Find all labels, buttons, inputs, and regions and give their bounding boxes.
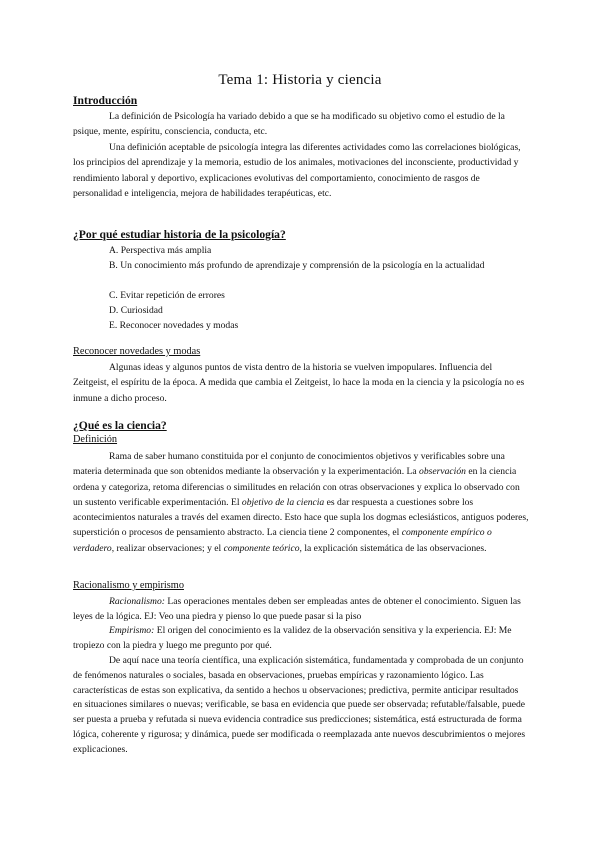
definition-text-3: es dar respuesta a cuestiones sobre los acontecimientos naturales a través del examen directo. Esto hace que supla los dogmas eclesiásticos, antiguos poderes, superstición o procesos de pensamiento abstracto. La ciencia tiene 2 componentes, el [73, 496, 529, 539]
rationalism-label: Racionalismo: [109, 596, 165, 607]
theory-paragraph: De aquí nace una teoría científica, una explicación sistemática, fundamentada y comprobada de un conjunto de fenómenos naturales o sociales, basada en observaciones, pruebas empíricas y razonamiento lógico. Las características de estas son explicativa, da sentido a hechos u observaciones; predictiva, permite anticipar resultados en situaciones similares o nuevas; verificable, se basa en evidencia que puede ser observada; refutable/falsable, puede ser puesta a prueba y refutada si nueva evidencia contradice sus predicciones; sistemática, está estructurada de forma lógica, coherente y rigurosa; y dinámica, puede ser modificada o reemplazada ante nuevos descubrimientos o mejores explicaciones. [73, 655, 526, 755]
definition-emphasis-teorico: componente teórico, [223, 542, 302, 554]
definition-text-4: , realizar observaciones; y el [111, 542, 224, 554]
empiricism-text: El origen del conocimiento es la validez de la observación sensitiva y la experiencia. EJ: Me tropiezo con la piedra y luego me pregunto por qué. [73, 625, 512, 651]
why-item-a: A. Perspectiva más amplia [109, 245, 212, 256]
definition-paragraph [73, 449, 529, 556]
why-item-d: D. Curiosidad [109, 305, 163, 316]
definition-text-1: Rama de saber humano constituida por el conjunto de conocimientos objetivos y verificables sobre una materia determinada que son obtenidos mediante la observación y la experimentación. La [73, 451, 505, 478]
why-item-c: C. Evitar repetición de errores [109, 290, 225, 301]
trends-heading: Reconocer novedades y modas [73, 346, 201, 357]
empiricism-label: Empirismo: [109, 625, 155, 636]
page-title: Tema 1: Historia y ciencia [218, 72, 382, 88]
definition-emphasis-observacion: observación [419, 466, 466, 478]
intro-paragraph-2: Una definición aceptable de psicología integra las diferentes actividades como las correlaciones biológicas, los principios del aprendizaje y la memoria, estudio de los animales, motivaciones del inconsciente, productividad y rendimiento laboral y deportivo, explicaciones evolutivas del comportamiento, conocimiento de rasgos de personalidad e inteligencia, mejora de habilidades terapéuticas, etc. [73, 142, 521, 199]
definition-emphasis-empirico: componente empírico o verdadero [73, 527, 492, 554]
definition-text-2: en la ciencia ordena y categoriza, retoma diferencias o similitudes en relación con otras observaciones y explica lo observado con un sustento verificable experimentación. El [73, 466, 520, 508]
science-heading: ¿Qué es la ciencia? [73, 419, 167, 432]
intro-paragraph-1: La definición de Psicología ha variado debido a que se ha modificado su objetivo como el estudio de la psique, mente, espíritu, consciencia, conducta, etc. [73, 111, 505, 138]
definition-heading: Definición [73, 434, 118, 445]
trends-paragraph: Algunas ideas y algunos puntos de vista dentro de la historia se vuelven impopulares. Influencia del Zeitgeist, el espíritu de la época. A medida que cambia el Zeitgeist, lo hace la moda en la ciencia y la psicología no es inmune a dicho proceso. [73, 362, 525, 404]
why-item-e: E. Reconocer novedades y modas [109, 320, 239, 331]
definition-emphasis-objetivo: objetivo de la ciencia [241, 496, 325, 508]
definition-text-5: la explicación sistemática de las observaciones. [301, 542, 487, 554]
rationalism-text: Las operaciones mentales deben ser empleadas antes de obtener el conocimiento. Siguen las leyes de la lógica. EJ: Veo una piedra y pienso lo que puede pasar si la piso [73, 596, 521, 622]
intro-heading: Introducción [73, 94, 138, 107]
empiricism-paragraph [73, 624, 529, 654]
why-item-b: B. Un conocimiento más profundo de aprendizaje y comprensión de la psicología en la actualidad [109, 260, 485, 271]
why-heading: ¿Por qué estudiar historia de la psicología? [73, 228, 286, 241]
rationalism-heading: Racionalismo y empirismo [73, 580, 184, 591]
rationalism-paragraph [73, 595, 529, 625]
